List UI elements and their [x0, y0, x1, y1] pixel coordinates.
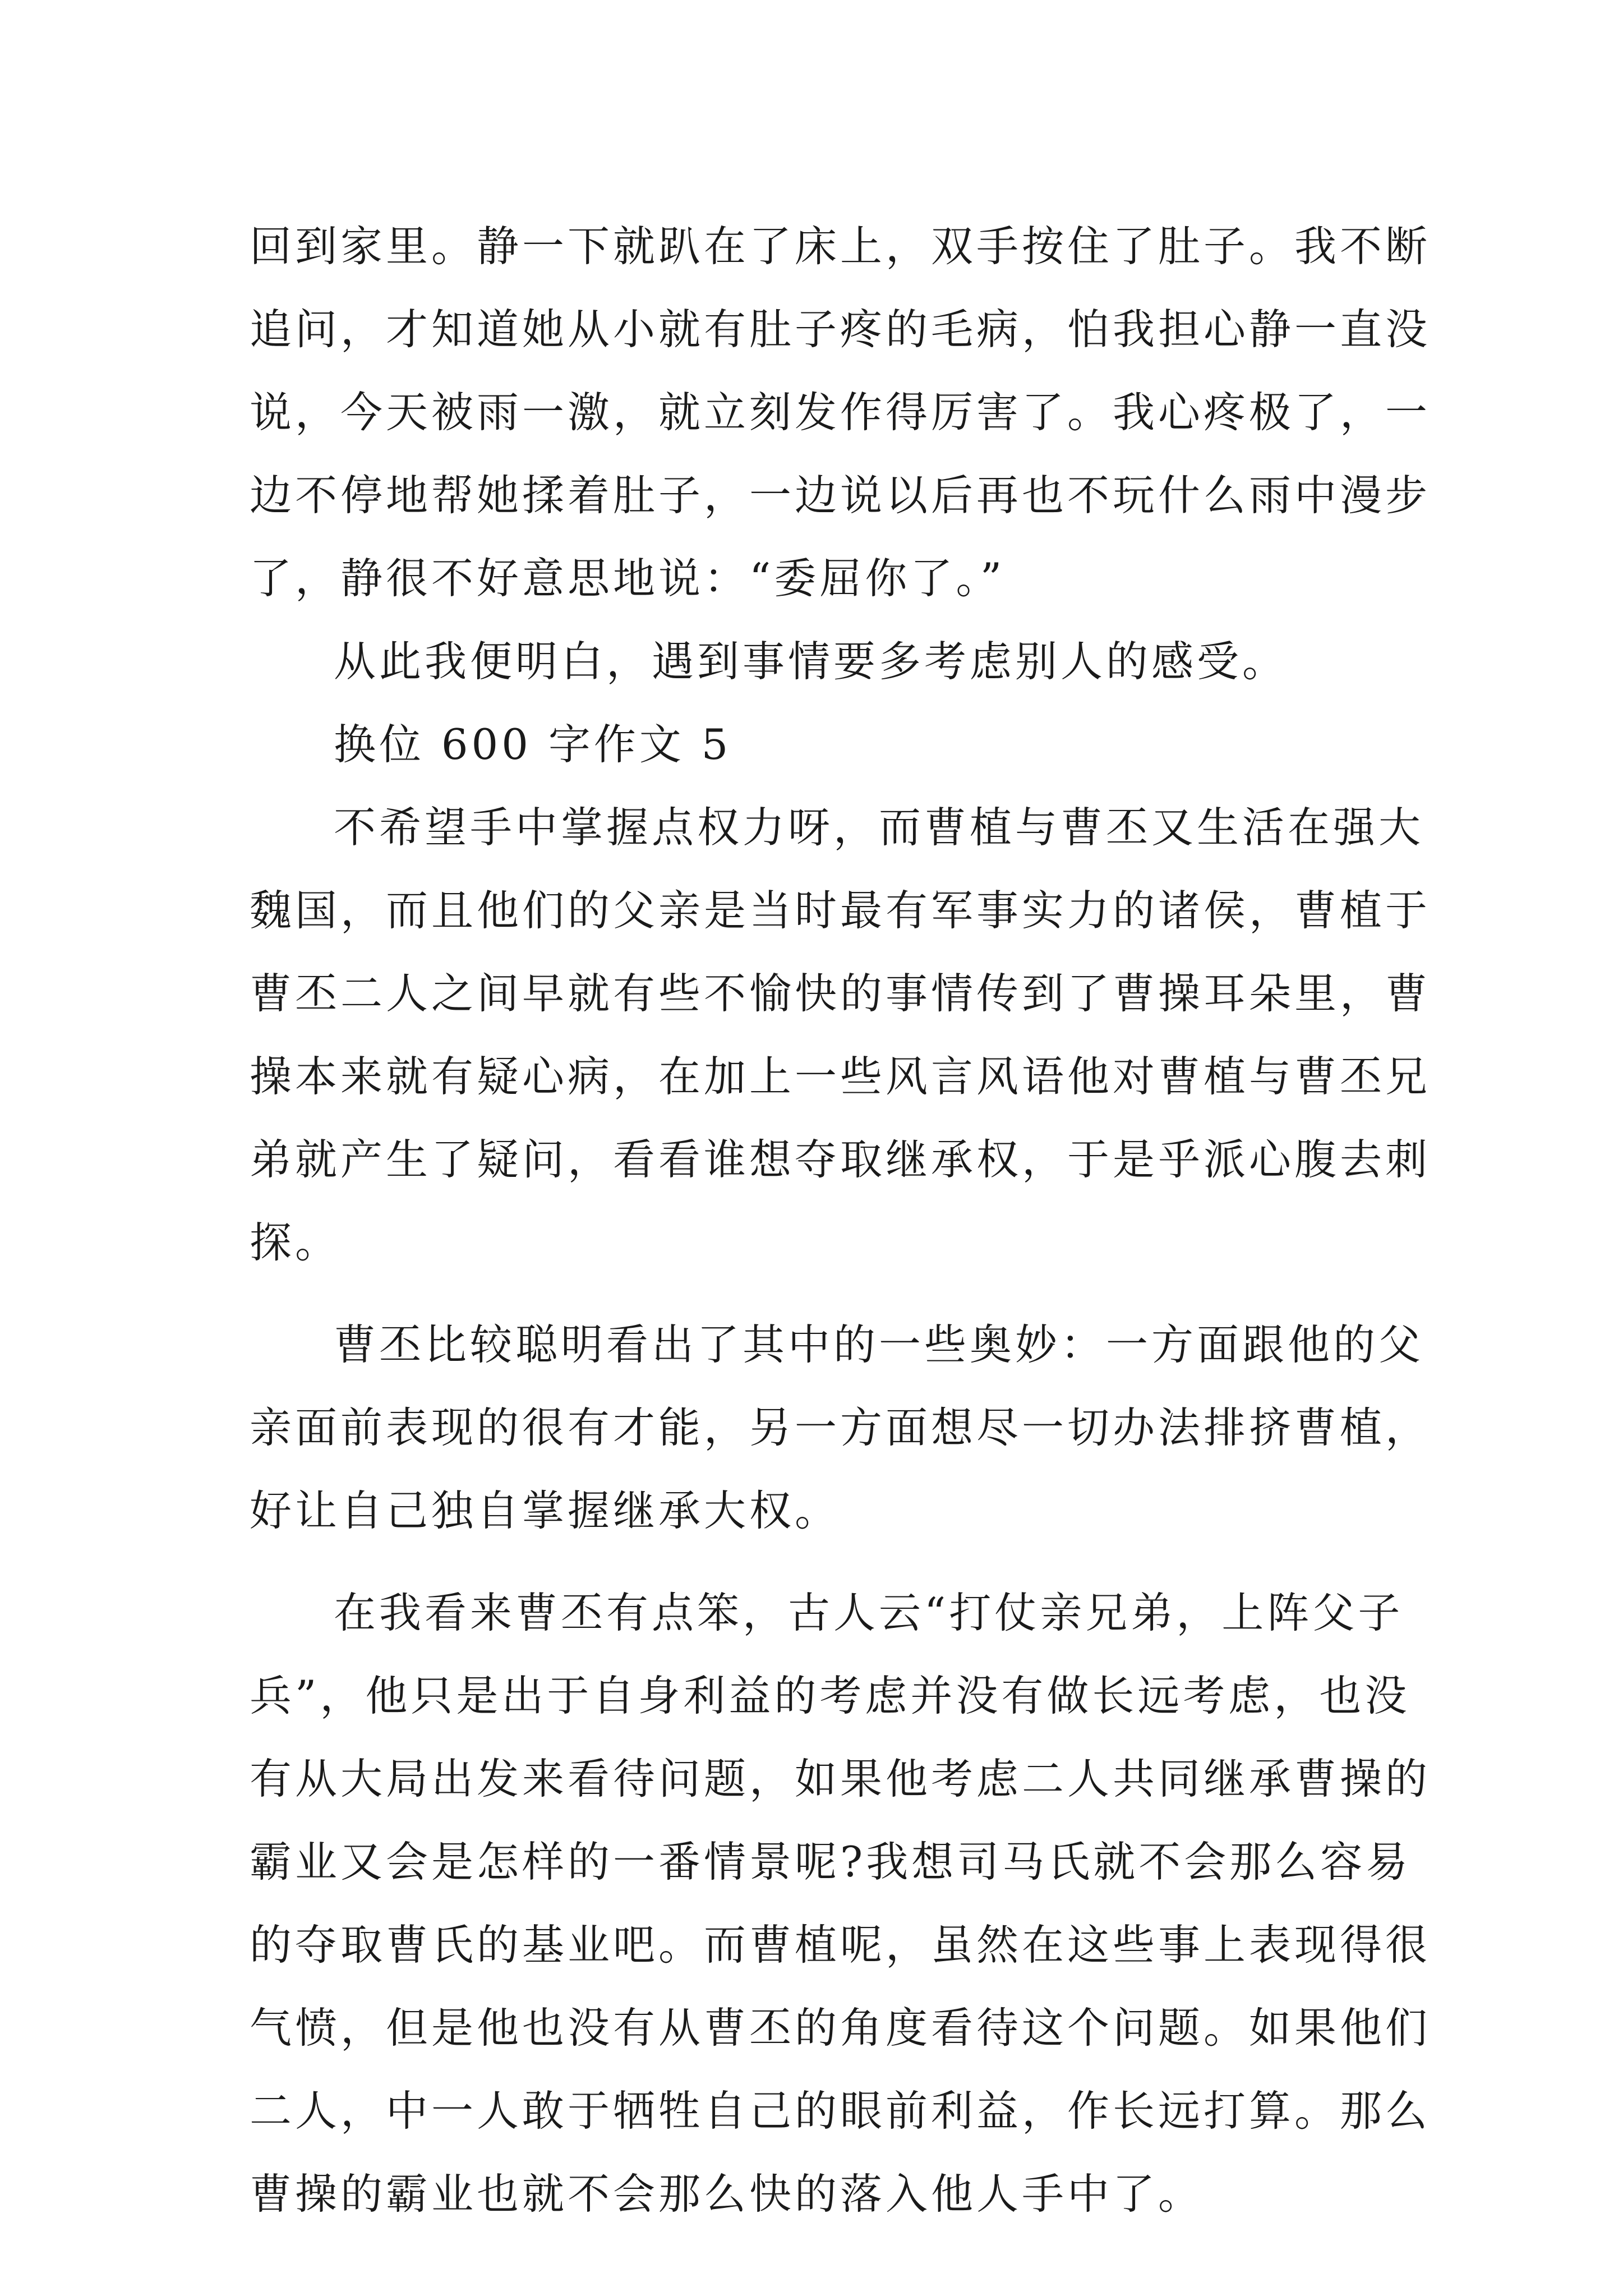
text-line: 探。 — [250, 1218, 341, 1267]
text-line: 追问，才知道她从小就有肚子疼的毛病，怕我担心静一直没 — [250, 305, 1431, 354]
text-line: 曹丕二人之间早就有些不愉快的事情传到了曹操耳朵里，曹 — [250, 969, 1431, 1018]
text-line: 魏国，而且他们的父亲是当时最有军事实力的诸侯，曹植于 — [250, 886, 1431, 935]
text-line: 霸业又会是怎样的一番情景呢?我想司马氏就不会那么容易 — [250, 1837, 1412, 1887]
text-line: 回到家里。静一下就趴在了床上，双手按住了肚子。我不断 — [250, 222, 1431, 271]
text-line: 了，静很不好意思地说：“委屈你了。” — [250, 554, 1006, 603]
text-line: 有从大局出发来看待问题，如果他考虑二人共同继承曹操的 — [250, 1754, 1431, 1803]
paragraph-gap — [250, 1284, 1388, 1303]
section-heading: 换位 600 字作文 5 — [334, 720, 732, 769]
text-line: 曹操的霸业也就不会那么快的落入他人手中了。 — [250, 2169, 1204, 2219]
text-line: 兵”，他只是出于自身利益的考虑并没有做长远考虑，也没 — [250, 1671, 1410, 1720]
paragraph-gap — [250, 1552, 1388, 1571]
text-line: 亲面前表现的很有才能，另一方面想尽一切办法排挤曹植， — [250, 1403, 1431, 1452]
text-line: 弟就产生了疑问，看看谁想夺取继承权，于是乎派心腹去刺 — [250, 1135, 1431, 1184]
document-body — [250, 205, 1431, 2235]
text-line: 二人，中一人敢于牺牲自己的眼前利益，作长远打算。那么 — [250, 2086, 1431, 2136]
text-line: 的夺取曹氏的基业吧。而曹植呢，虽然在这些事上表现得很 — [250, 1920, 1431, 1970]
paragraph-line: 从此我便明白，遇到事情要多考虑别人的感受。 — [334, 637, 1288, 686]
text-line: 边不停地帮她揉着肚子，一边说以后再也不玩什么雨中漫步 — [250, 471, 1431, 520]
paragraph-line: 曹丕比较聪明看出了其中的一些奥妙：一方面跟他的父 — [334, 1320, 1424, 1369]
text-line: 好让自己独自掌握继承大权。 — [250, 1486, 841, 1535]
text-line: 操本来就有疑心病，在加上一些风言风语他对曹植与曹丕兄 — [250, 1052, 1431, 1101]
paragraph-line: 不希望手中掌握点权力呀，而曹植与曹丕又生活在强大 — [334, 803, 1424, 852]
text-line: 气愤，但是他也没有从曹丕的角度看待这个问题。如果他们 — [250, 2003, 1431, 2053]
paragraph-line: 在我看来曹丕有点笨，古人云“打仗亲兄弟，上阵父子 — [334, 1588, 1404, 1637]
text-line: 说，今天被雨一激，就立刻发作得厉害了。我心疼极了，一 — [250, 388, 1431, 437]
